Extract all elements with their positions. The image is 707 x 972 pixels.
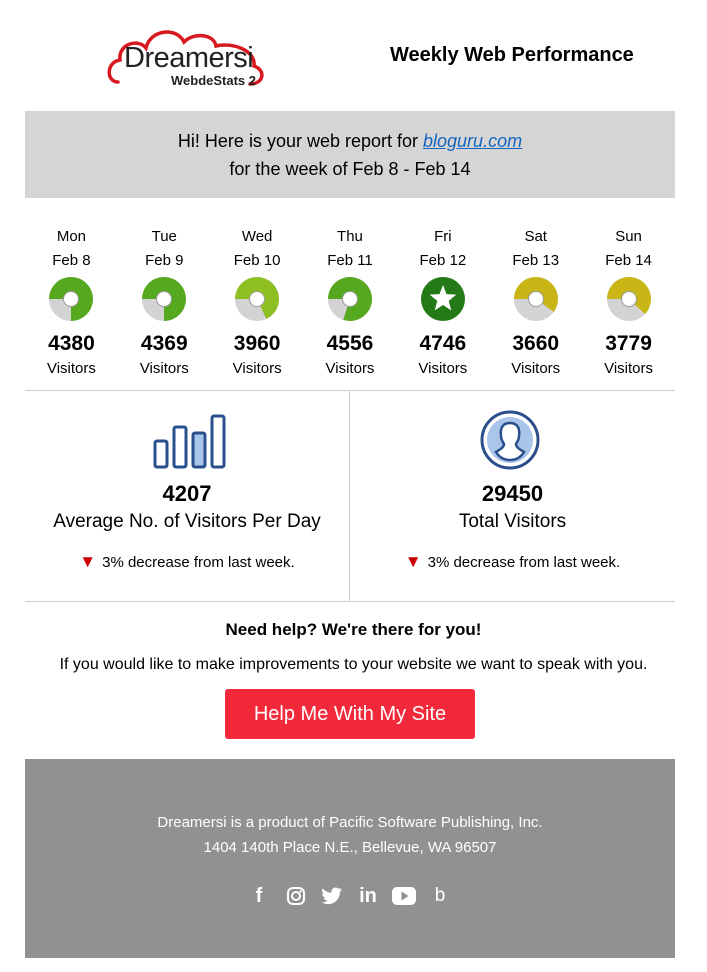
day-name: Mon [56, 228, 87, 245]
company-info: Dreamersi is a product of Pacific Software Publishing, Inc. [157, 814, 543, 831]
average-change [25, 552, 349, 572]
visitor-count: 3960 [233, 332, 281, 355]
daily-stats [25, 222, 675, 382]
decrease-arrow-icon: ▼ [404, 552, 422, 571]
day-name: Wed [241, 228, 273, 245]
bloguru-icon[interactable]: b [434, 885, 446, 906]
visitor-count: 4369 [140, 332, 188, 355]
visitor-count: 4556 [326, 332, 374, 355]
gauge-icon [606, 276, 652, 322]
average-visitors-label: Average No. of Visitors Per Day [53, 511, 321, 532]
gauge-icon [141, 276, 187, 322]
week-range: for the week of Feb 8 - Feb 14 [229, 159, 471, 179]
day-name: Tue [151, 228, 177, 245]
visitor-label: Visitors [325, 360, 375, 377]
visitor-label: Visitors [418, 360, 468, 377]
footer [25, 759, 675, 958]
day-name: Sat [524, 228, 547, 245]
greeting-banner [25, 111, 675, 198]
twitter-icon[interactable] [320, 883, 344, 909]
instagram-icon[interactable] [284, 883, 308, 909]
day-date: Feb 8 [52, 252, 91, 269]
greeting-line [25, 131, 675, 152]
day-date: Feb 9 [145, 252, 184, 269]
report-title: Weekly Web Performance [390, 44, 634, 66]
gauge-icon [513, 276, 559, 322]
help-me-button[interactable]: Help Me With My Site [225, 689, 475, 739]
gauge-icon [234, 276, 280, 322]
greeting-text: Hi! Here is your web report for [177, 131, 424, 151]
divider [25, 601, 675, 602]
gauge-icon [48, 276, 94, 322]
gauge-icon [327, 276, 373, 322]
visitor-label: Visitors [604, 360, 654, 377]
star-gauge-icon [420, 276, 466, 322]
visitor-count: 4746 [419, 332, 467, 355]
help-text: If you would like to make improvements to your website we want to speak with you. [59, 656, 648, 673]
day-date: Feb 12 [419, 252, 467, 269]
social-links [25, 883, 675, 909]
day-date: Feb 11 [327, 252, 373, 269]
decrease-arrow-icon: ▼ [79, 552, 97, 571]
average-change-text: 3% decrease from last week. [102, 554, 295, 571]
total-change-text: 3% decrease from last week. [427, 554, 621, 571]
visitor-count: 3779 [605, 332, 652, 355]
visitor-label: Visitors [511, 360, 561, 377]
brand-name: Dreamersi [124, 42, 254, 74]
user-icon [479, 409, 541, 471]
day-date: Feb 13 [512, 252, 560, 269]
total-change [350, 552, 675, 572]
visitor-count: 4380 [48, 332, 95, 355]
day-date: Feb 10 [233, 252, 281, 269]
linkedin-icon[interactable]: in [359, 885, 377, 907]
day-name: Thu [337, 228, 363, 245]
visitor-label: Visitors [139, 360, 189, 377]
average-visitors-card [25, 391, 349, 601]
day-name: Fri [434, 228, 452, 245]
total-visitors-card [350, 391, 675, 601]
day-name: Sun [615, 228, 642, 245]
average-visitors-value: 4207 [162, 481, 212, 506]
total-visitors-value: 29450 [481, 481, 544, 506]
visitor-label: Visitors [46, 360, 96, 377]
total-visitors-label: Total Visitors [458, 511, 567, 532]
product-name: WebdeStats 2 [171, 73, 257, 88]
day-date: Feb 14 [605, 252, 652, 269]
brand-logo[interactable] [104, 20, 274, 95]
youtube-icon[interactable] [392, 883, 416, 909]
visitor-count: 3660 [512, 332, 560, 355]
site-link[interactable]: bloguru.com [423, 131, 523, 151]
facebook-icon[interactable]: f [255, 885, 263, 907]
bar-chart-icon [153, 413, 227, 469]
visitor-label: Visitors [232, 360, 282, 377]
help-title: Need help? We're there for you! [225, 620, 482, 639]
company-address: 1404 140th Place N.E., Bellevue, WA 96507 [203, 839, 497, 856]
